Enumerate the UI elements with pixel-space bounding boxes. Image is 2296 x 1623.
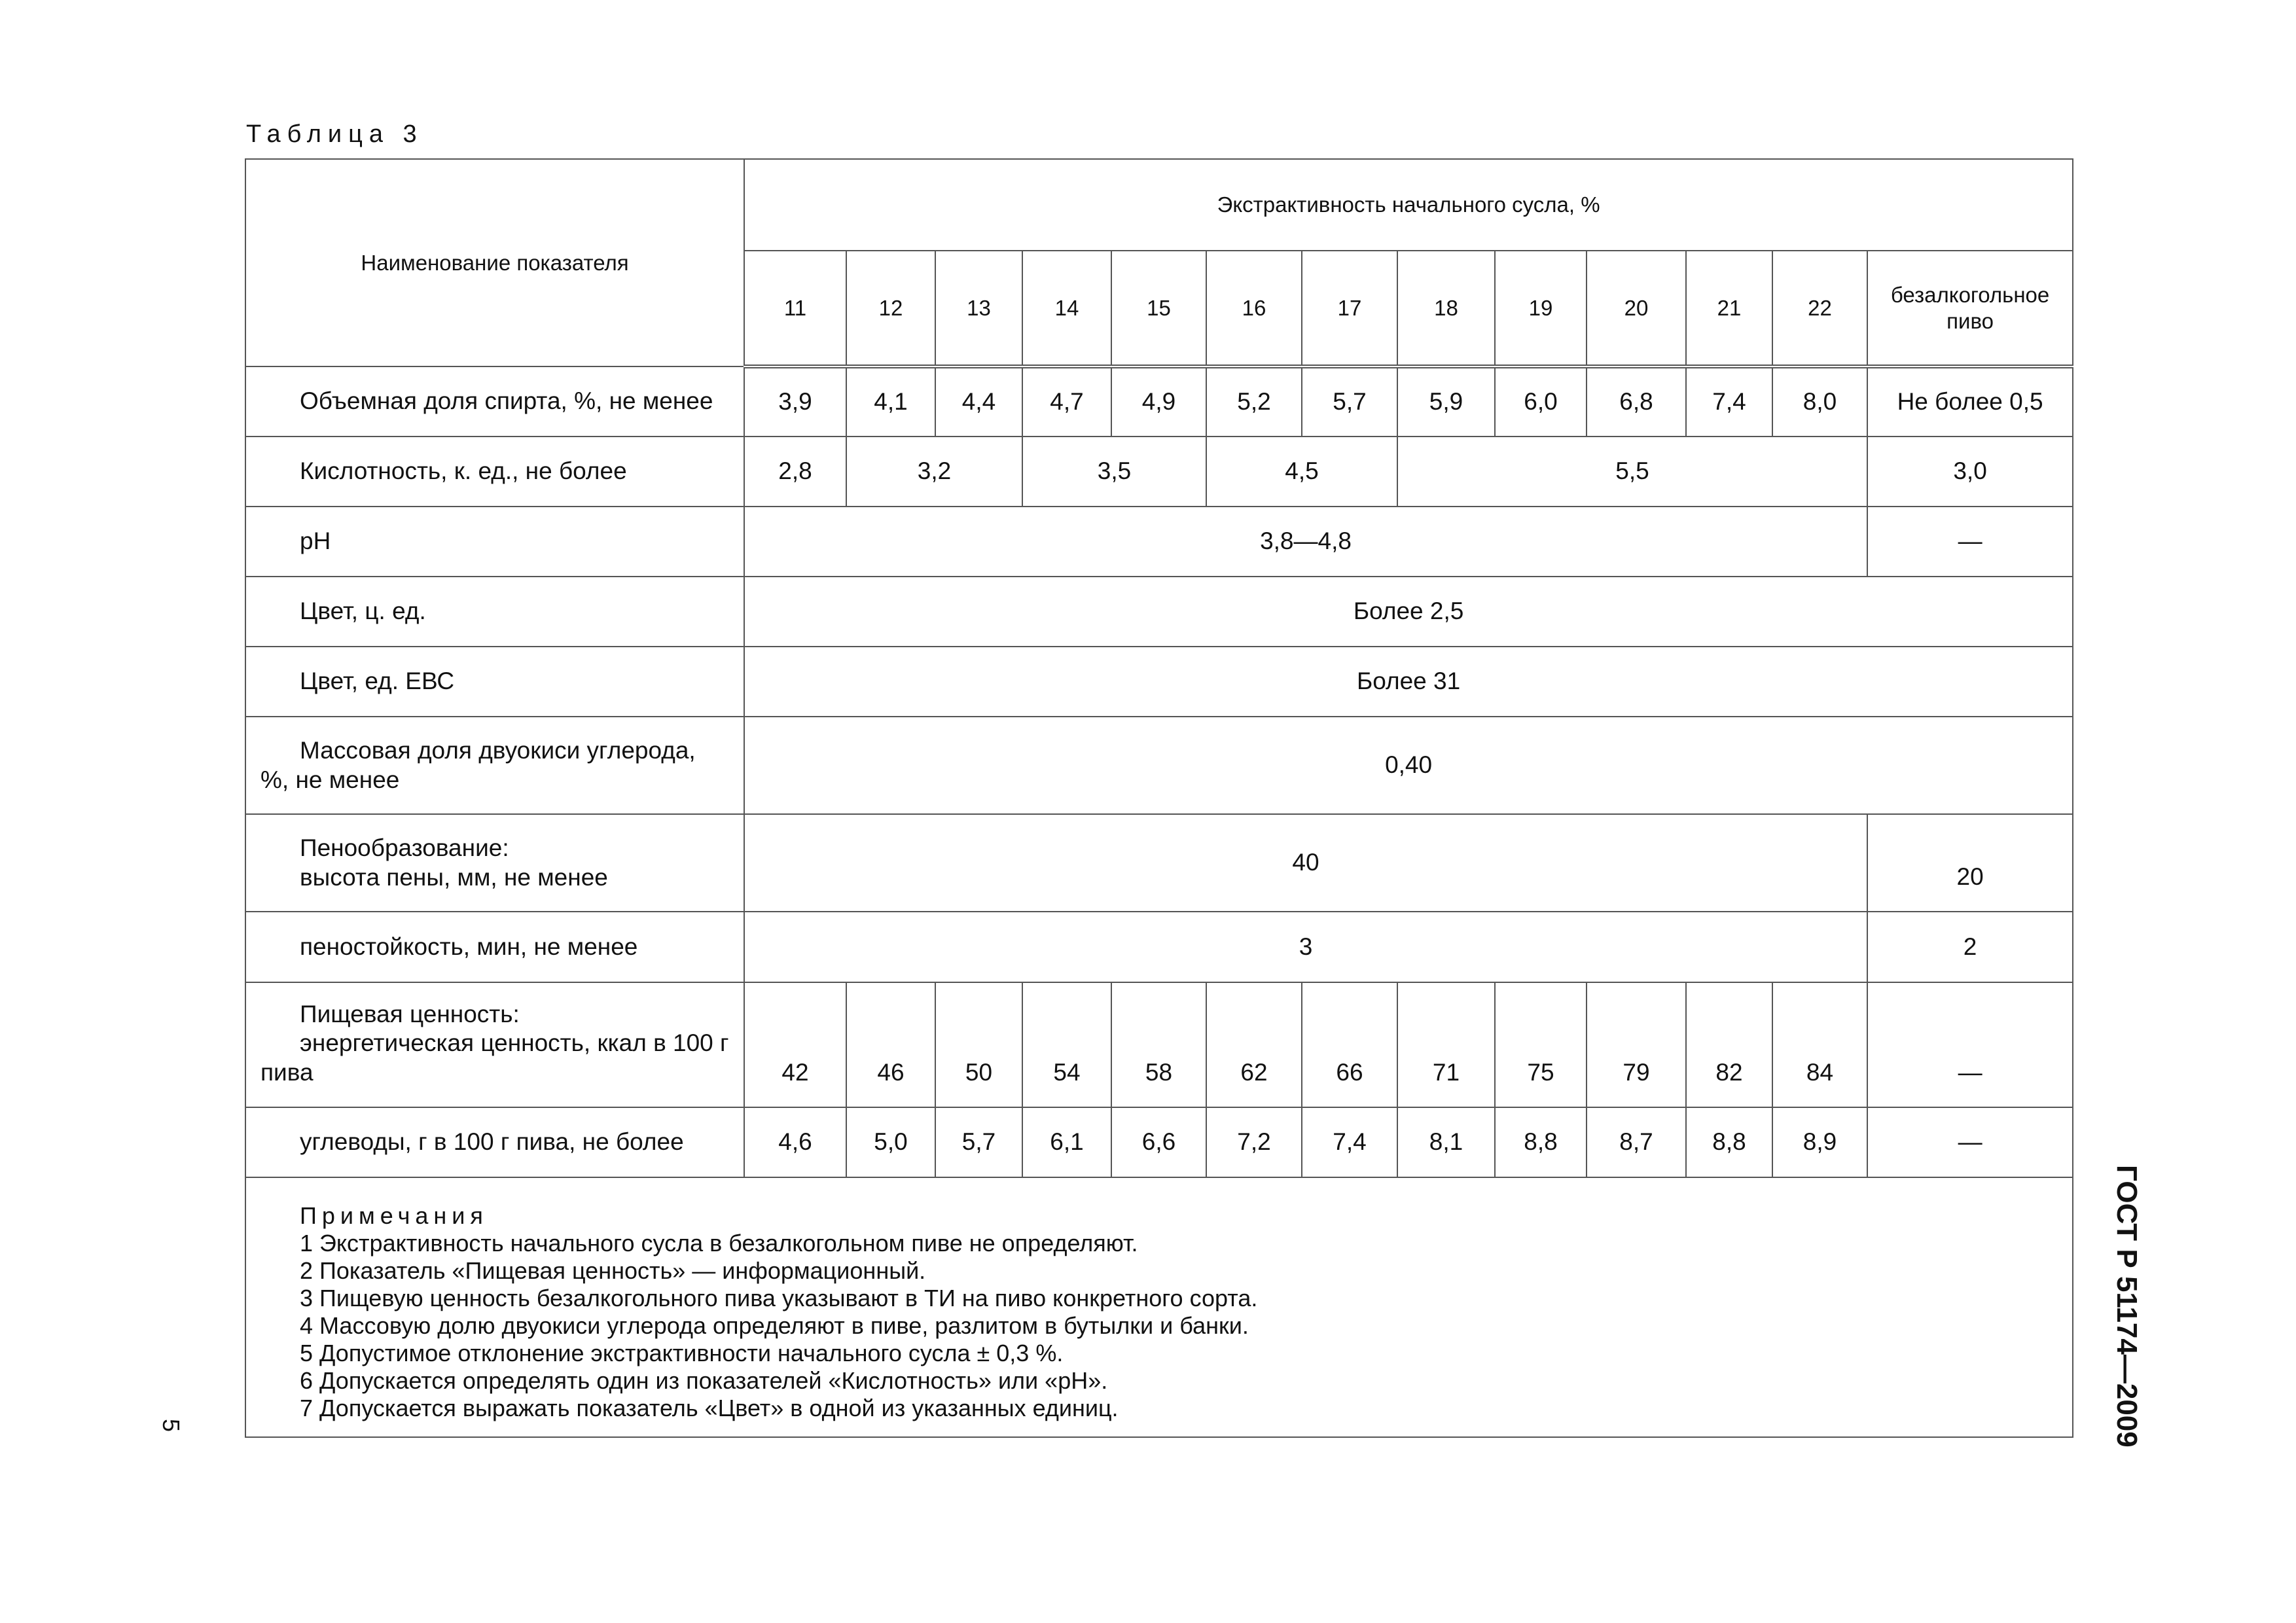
cell-value: 5,0 — [846, 1107, 935, 1177]
row-name: Кислотность, к. ед., не более — [245, 437, 744, 507]
table-row — [245, 1107, 2073, 1177]
cell-value: 75 — [1495, 982, 1587, 1107]
note-item: 3 Пищевую ценность безалкогольного пива указывают в ТИ на пиво конкретного сорта. — [300, 1285, 1258, 1312]
note-item: 2 Показатель «Пищевая ценность» — информационный. — [300, 1257, 926, 1285]
cell-value: 4,7 — [1022, 366, 1111, 437]
cell-value: 6,8 — [1587, 366, 1686, 437]
cell-value: 4,5 — [1206, 437, 1397, 507]
cell-value: 40 — [744, 814, 1867, 912]
cell-value: 79 — [1587, 982, 1686, 1107]
cell-value: 4,6 — [744, 1107, 846, 1177]
table-caption: Таблица 3 — [246, 120, 423, 148]
table-row — [245, 577, 2073, 647]
header-col: 15 — [1111, 251, 1206, 366]
cell-value: 46 — [846, 982, 935, 1107]
row-name: рН — [245, 507, 744, 577]
cell-value: 7,4 — [1686, 366, 1772, 437]
page-number: 5 — [158, 1419, 185, 1433]
cell-value: — — [1867, 507, 2073, 577]
cell-value: 7,4 — [1302, 1107, 1397, 1177]
cell-value: 8,1 — [1397, 1107, 1495, 1177]
table-row — [245, 717, 2073, 814]
header-col: 17 — [1302, 251, 1397, 366]
cell-value: 7,2 — [1206, 1107, 1302, 1177]
row-name: пеностойкость, мин, не менее — [245, 912, 744, 982]
cell-value: 3,5 — [1022, 437, 1206, 507]
header-col: 20 — [1587, 251, 1686, 366]
cell-value: 8,0 — [1772, 366, 1867, 437]
row-name: Массовая доля двуокиси углерода, %, не менее — [245, 717, 744, 814]
header-col: 11 — [744, 251, 846, 366]
table-row — [245, 647, 2073, 717]
cell-value: Более 2,5 — [744, 577, 2073, 647]
header-col: 19 — [1495, 251, 1587, 366]
table-row — [245, 814, 2073, 912]
cell-value: 42 — [744, 982, 846, 1107]
cell-value: 8,7 — [1587, 1107, 1686, 1177]
notes-block — [245, 1177, 2073, 1437]
cell-value: 3,8—4,8 — [744, 507, 1867, 577]
cell-value: 20 — [1867, 814, 2073, 912]
cell-value: 3,0 — [1867, 437, 2073, 507]
header-col: 16 — [1206, 251, 1302, 366]
row-name: Объемная доля спирта, %, не менее — [245, 366, 744, 437]
note-item: 5 Допустимое отклонение экстрактивности начального сусла ± 0,3 %. — [300, 1340, 1064, 1367]
table-row — [245, 912, 2073, 982]
table-row — [245, 507, 2073, 577]
header-col: 13 — [935, 251, 1022, 366]
cell-value: 4,9 — [1111, 366, 1206, 437]
notes-title: Примечания — [300, 1202, 488, 1229]
cell-value: 8,8 — [1686, 1107, 1772, 1177]
cell-value: 2 — [1867, 912, 2073, 982]
cell-value: 58 — [1111, 982, 1206, 1107]
header-col: 18 — [1397, 251, 1495, 366]
cell-value: Не более 0,5 — [1867, 366, 2073, 437]
cell-value: 71 — [1397, 982, 1495, 1107]
cell-value: 5,7 — [1302, 366, 1397, 437]
header-indicator-name: Наименование показателя — [245, 159, 744, 366]
row-name: Цвет, ед. ЕВС — [245, 647, 744, 717]
cell-value: Более 31 — [744, 647, 2073, 717]
cell-value: 8,9 — [1772, 1107, 1867, 1177]
note-item: 1 Экстрактивность начального сусла в безалкогольном пиве не определяют. — [300, 1230, 1138, 1257]
header-col: 14 — [1022, 251, 1111, 366]
cell-value: 0,40 — [744, 717, 2073, 814]
cell-value: 6,6 — [1111, 1107, 1206, 1177]
note-item: 4 Массовую долю двуокиси углерода определяют в пиве, разлитом в бутылки и банки. — [300, 1312, 1249, 1340]
table-row — [245, 366, 2073, 437]
cell-value: 84 — [1772, 982, 1867, 1107]
cell-value: 4,4 — [935, 366, 1022, 437]
cell-value: 3,9 — [744, 366, 846, 437]
table-row — [245, 982, 2073, 1107]
cell-value: 4,1 — [846, 366, 935, 437]
cell-value: 66 — [1302, 982, 1397, 1107]
cell-value: 5,9 — [1397, 366, 1495, 437]
header-col: 22 — [1772, 251, 1867, 366]
header-col: 12 — [846, 251, 935, 366]
cell-value: 5,2 — [1206, 366, 1302, 437]
row-name: Пенообразование: высота пены, мм, не менее — [245, 814, 744, 912]
row-name: Пищевая ценность: энергетическая ценность, ккал в 100 г пива — [245, 982, 744, 1107]
cell-value: — — [1867, 982, 2073, 1107]
cell-value: 2,8 — [744, 437, 846, 507]
cell-value: 8,8 — [1495, 1107, 1587, 1177]
table-row — [245, 437, 2073, 507]
indicators-table — [245, 158, 2073, 1438]
cell-value: 54 — [1022, 982, 1111, 1107]
cell-value: 82 — [1686, 982, 1772, 1107]
cell-value: 62 — [1206, 982, 1302, 1107]
standard-code: ГОСТ Р 51174—2009 — [2111, 1165, 2143, 1448]
header-col: 21 — [1686, 251, 1772, 366]
cell-value: 50 — [935, 982, 1022, 1107]
cell-value: 5,5 — [1397, 437, 1867, 507]
header-col-nonalcoholic: безалкогольное пиво — [1867, 251, 2073, 366]
row-name: Цвет, ц. ед. — [245, 577, 744, 647]
cell-value: 6,0 — [1495, 366, 1587, 437]
notes-row — [245, 1177, 2073, 1437]
cell-value: 6,1 — [1022, 1107, 1111, 1177]
note-item: 6 Допускается определять один из показателей «Кислотность» или «рН». — [300, 1367, 1108, 1395]
cell-value: — — [1867, 1107, 2073, 1177]
cell-value: 3 — [744, 912, 1867, 982]
cell-value: 5,7 — [935, 1107, 1022, 1177]
header-extract-group: Экстрактивность начального сусла, % — [744, 159, 2073, 251]
note-item: 7 Допускается выражать показатель «Цвет» в одной из указанных единиц. — [300, 1395, 1119, 1422]
cell-value: 3,2 — [846, 437, 1022, 507]
row-name: углеводы, г в 100 г пива, не более — [245, 1107, 744, 1177]
